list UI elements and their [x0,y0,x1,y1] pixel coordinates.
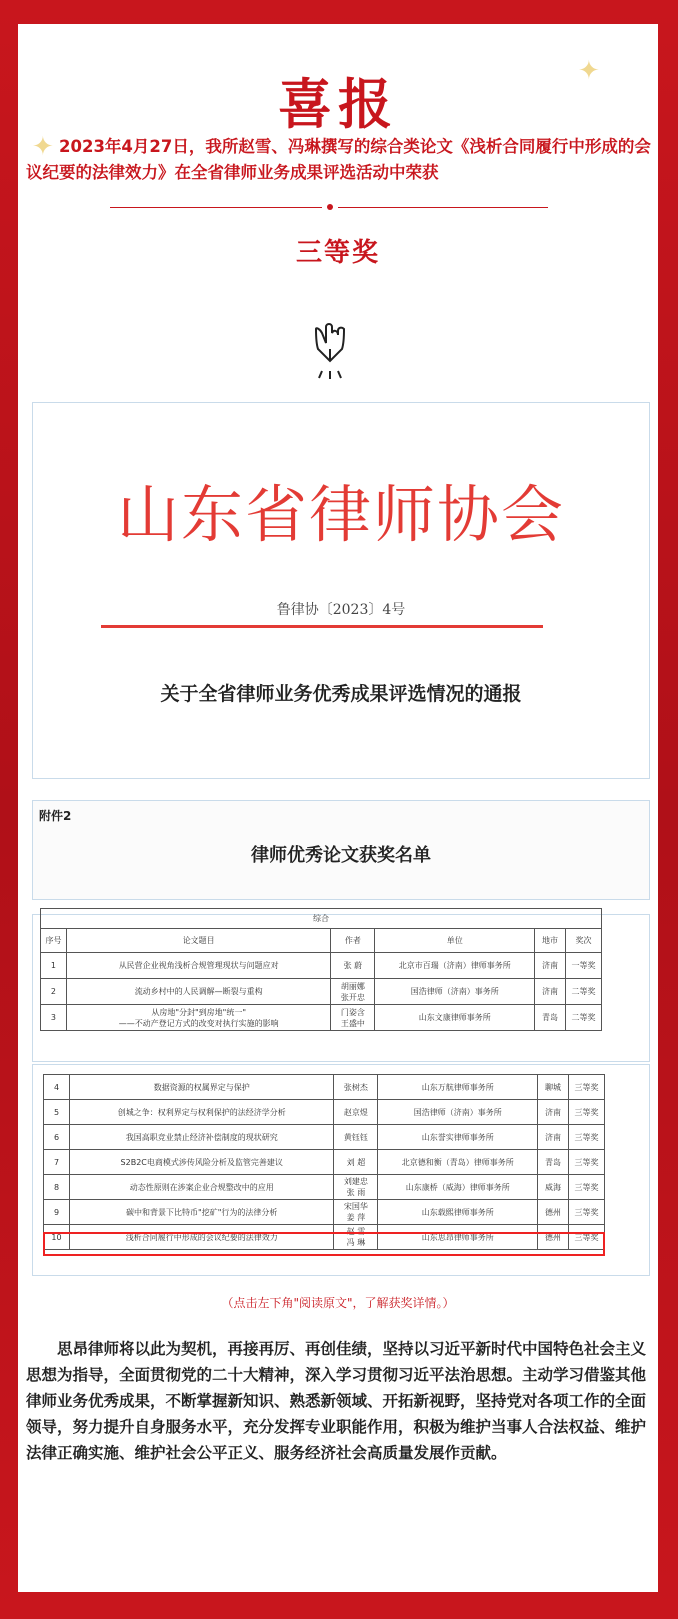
table-cell: 张树杰 [334,1075,378,1100]
table-cell: 聊城 [538,1075,569,1100]
table-cell: 二等奖 [566,979,602,1005]
table-body-1 [41,953,602,1031]
table-cell: 北京德和衡（青岛）律师事务所 [378,1150,538,1175]
table-cell: 三等奖 [569,1075,605,1100]
table-header-row [41,929,602,953]
table-cell: 一等奖 [566,953,602,979]
table-cell: 二等奖 [566,1005,602,1031]
table-cell: 从房地"分封"到房地"统一" ——不动产登记方式的改变对执行实施的影响 [66,1005,330,1031]
table-cell: 山东载熙律师事务所 [378,1200,538,1225]
table-cell: 北京市百瑞（济南）律师事务所 [375,953,535,979]
table-cell: 刘 超 [334,1150,378,1175]
table-cell: 山东万航律师事务所 [378,1075,538,1100]
table-row [41,1005,602,1031]
table-cell: 9 [44,1200,70,1225]
table-cell: 济南 [535,979,566,1005]
attachment-label: 附件2 [39,809,72,823]
table-cell: 三等奖 [569,1150,605,1175]
table-cell: 山东誉实律师事务所 [378,1125,538,1150]
table-body-2 [44,1075,605,1250]
doc-red-line [101,625,543,628]
table-cell: 门姿含 王盛中 [331,1005,375,1031]
divider-right [338,207,548,208]
award-title: 三等奖 [295,238,380,268]
table-cell: 10 [44,1225,70,1250]
table-header-cell: 地市 [535,929,566,953]
table-cell: 2 [41,979,67,1005]
table-cell: 国浩律师（济南）事务所 [378,1100,538,1125]
table-cell: 流动乡村中的人民调解—断裂与重构 [66,979,330,1005]
table-cell: 赵 雪 冯 琳 [334,1225,378,1250]
table-cell: 赵京煜 [334,1100,378,1125]
attachment-title: 律师优秀论文获奖名单 [251,845,431,866]
hand-pointer-icon [308,321,352,383]
table-cell: 三等奖 [569,1200,605,1225]
poster-card [18,24,658,1592]
table-cell: 威海 [538,1175,569,1200]
table-header-cell: 奖次 [566,929,602,953]
table-cell: 济南 [538,1125,569,1150]
table-cell: 三等奖 [569,1225,605,1250]
table-row [44,1175,605,1200]
table-cell: 3 [41,1005,67,1031]
table-header-cell: 单位 [375,929,535,953]
table-cell: 数据资源的权属界定与保护 [69,1075,334,1100]
doc-title: 关于全省律师业务优秀成果评选情况的通报 [160,683,522,705]
table-cell: 济南 [535,953,566,979]
table-header-cell: 论文题目 [66,929,330,953]
table-row [44,1150,605,1175]
table-header-cell: 作者 [331,929,375,953]
table-cell: 5 [44,1100,70,1125]
table-row [44,1100,605,1125]
highlight-box [43,1232,605,1256]
table-row [41,979,602,1005]
table-cell: S2B2C电商模式涉传风险分析及监管完善建议 [69,1150,334,1175]
table-cell: 张 蔚 [331,953,375,979]
divider-dot [327,204,333,210]
table-cell: 胡丽娜 张开忠 [331,979,375,1005]
table-cell: 青岛 [538,1150,569,1175]
table-cell: 浅析合同履行中形成的会议纪要的法律效力 [69,1225,334,1250]
award-table-page1 [40,908,602,1031]
table-cell: 从民营企业视角浅析合规管理现状与问题应对 [66,953,330,979]
intro-text: 2023年4月27日，我所赵雪、冯琳撰写的综合类论文《浅析合同履行中形成的会议纪要的法律效力》在全省律师业务成果评选活动中荣获 [26,137,651,182]
body-text: 思昂律师将以此为契机，再接再厉、再创佳绩，坚持以习近平新时代中国特色社会主义思想为指导，全面贯彻党的二十大精神，深入学习贯彻习近平法治思想。主动学习借鉴其他律师业务优秀成果，不断掌握新知识、熟悉新领域、开拓新视野，坚持党对各项工作的全面领导，努力提升自身服务水平，充分发挥专业职能作用，积极为维护当事人合法权益、维护法律正确实施、维护社会公平正义、服务经济社会高质量发展作贡献。 [26,1340,647,1462]
table-header-cell: 序号 [41,929,67,953]
table-cell: 济南 [538,1100,569,1125]
table-cell: 我国高职竞业禁止经济补偿制度的现状研究 [69,1125,334,1150]
table-cell: 青岛 [535,1005,566,1031]
table-cell: 动态性原则在涉案企业合规整改中的应用 [69,1175,334,1200]
table-row [44,1125,605,1150]
table-cell: 7 [44,1150,70,1175]
table-cell: 宋国华 姜 萍 [334,1200,378,1225]
divider-left [110,207,322,208]
table-cell: 8 [44,1175,70,1200]
table-cell: 创城之争：权利界定与权利保护的法经济学分析 [69,1100,334,1125]
award-table-page2 [43,1074,605,1250]
table-cell: 三等奖 [569,1100,605,1125]
table-cell: 山东思昂律师事务所 [378,1225,538,1250]
table-cell: 山东文康律师事务所 [375,1005,535,1031]
table-cell: 黄钰钰 [334,1125,378,1150]
table-cell: 山东康桥（威海）律师事务所 [378,1175,538,1200]
headline: 喜报 [278,73,398,136]
table-cell: 刘建忠 张 雨 [334,1175,378,1200]
table-cell: 三等奖 [569,1175,605,1200]
table-row [44,1200,605,1225]
read-original-note: （点击左下角"阅读原文"，了解获奖详情。） [221,1296,455,1310]
table-cell: 国浩律师（济南）事务所 [375,979,535,1005]
doc-org-name: 山东省律师协会 [116,478,565,551]
table-cell: 4 [44,1075,70,1100]
table-cell: 德州 [538,1225,569,1250]
table-category: 综合 [41,909,602,929]
sparkle-icon: ✦ [32,132,54,162]
table-cell: 6 [44,1125,70,1150]
notice-document [32,402,650,779]
table-cell: 三等奖 [569,1125,605,1150]
sparkle-icon: ✦ [578,56,600,86]
doc-number: 鲁律协〔2023〕4号 [276,602,406,618]
attachment-document [32,800,650,900]
table-cell: 1 [41,953,67,979]
table-row [44,1075,605,1100]
table-row [41,953,602,979]
table-cell: 碳中和背景下比特币"挖矿"行为的法律分析 [69,1200,334,1225]
table-cell: 德州 [538,1200,569,1225]
